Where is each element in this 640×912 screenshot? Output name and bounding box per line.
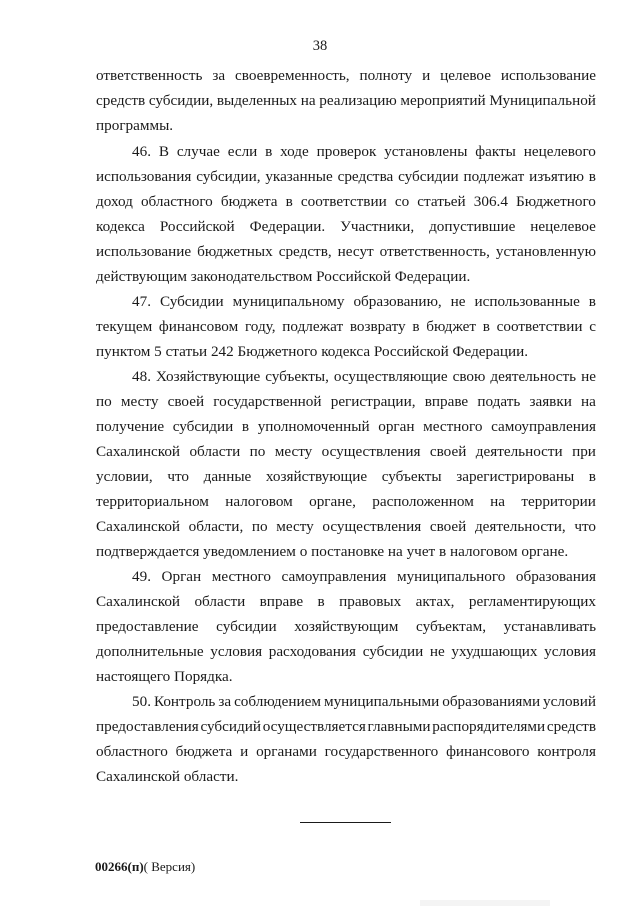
word: кодекса — [96, 218, 145, 235]
word: ответственность — [96, 67, 203, 84]
text-line — [96, 444, 596, 459]
word: в — [285, 193, 293, 210]
page-number: 38 — [312, 38, 328, 54]
word: статьей — [417, 193, 466, 210]
text-line — [96, 394, 596, 409]
text-line: настоящего Порядка. — [96, 668, 233, 685]
word: предоставление — [96, 618, 199, 635]
word: ходе — [280, 143, 309, 160]
word: областного — [140, 193, 213, 210]
word: осуществляющие — [333, 368, 448, 385]
word: субсидии, — [196, 168, 261, 185]
word: полноту — [359, 67, 413, 84]
word: деятельность — [490, 368, 577, 385]
word: на — [490, 493, 506, 510]
word: осуществления — [322, 518, 422, 535]
word: использованные — [474, 293, 580, 310]
word: Сахалинской — [96, 443, 181, 460]
word: условий — [543, 693, 596, 710]
word: своей — [167, 393, 205, 410]
word: регистрации, — [330, 393, 416, 410]
word: государственного — [324, 743, 439, 760]
word: расположенном — [372, 493, 474, 510]
word: орган — [378, 418, 415, 435]
word: субсидий — [200, 718, 262, 735]
word: бюджет — [426, 318, 476, 335]
word: устанавливать — [503, 618, 596, 635]
word: изъятию — [529, 168, 584, 185]
word: 49. — [132, 568, 151, 585]
word: субъектам, — [416, 618, 487, 635]
word: 48. — [132, 368, 151, 385]
word: использование — [96, 243, 192, 260]
word: ухудшающих — [451, 643, 538, 660]
text-line: Сахалинской области. — [96, 768, 239, 785]
word: нецелевое — [530, 218, 596, 235]
word: в — [317, 593, 325, 610]
word: условия — [210, 643, 263, 660]
word: своей — [429, 518, 467, 535]
word: в — [588, 293, 596, 310]
word: регламентирующих — [468, 593, 596, 610]
word: Сахалинской — [96, 518, 181, 535]
word: субсидии — [172, 418, 234, 435]
word: органе, — [309, 493, 356, 510]
text-line — [96, 194, 596, 209]
text-line — [96, 644, 596, 659]
word: налоговом — [225, 493, 293, 510]
text-line — [96, 594, 596, 609]
text-line — [96, 93, 596, 108]
word: области — [189, 443, 241, 460]
word: доход — [96, 193, 133, 210]
word: местного — [423, 418, 483, 435]
text-line — [96, 719, 596, 734]
word: бюджета — [220, 193, 278, 210]
word: использования — [96, 168, 192, 185]
word: в — [588, 468, 596, 485]
word: бюджета — [175, 743, 233, 760]
word: областного — [96, 743, 168, 760]
word: текущем — [96, 318, 153, 335]
word: при — [572, 443, 596, 460]
text-line — [132, 144, 596, 159]
word: области — [194, 593, 246, 610]
word: в — [588, 168, 596, 185]
word: Участники, — [340, 218, 415, 235]
word: образованию, — [353, 293, 442, 310]
word: деятельности — [475, 443, 563, 460]
word: Российской — [159, 218, 235, 235]
word: 47. — [132, 293, 151, 310]
text-line — [96, 744, 596, 759]
word: на — [300, 92, 316, 109]
word: за — [212, 67, 226, 84]
word: В — [158, 143, 169, 160]
text-line — [96, 494, 596, 509]
word: вправе — [259, 593, 304, 610]
text-line: пунктом 5 статьи 242 Бюджетного кодекса Российской Федерации. — [96, 343, 529, 360]
word: вправе — [424, 393, 469, 410]
word: образования — [515, 568, 596, 585]
word: Сахалинской — [96, 593, 181, 610]
word: факты — [475, 143, 516, 160]
word: в — [412, 318, 420, 335]
word: уполномоченный — [257, 418, 370, 435]
word: установлены — [384, 143, 468, 160]
word: не — [450, 293, 466, 310]
word: деятельности, — [474, 518, 566, 535]
word: не — [429, 643, 445, 660]
word: на — [581, 393, 596, 410]
text-line — [96, 219, 596, 234]
word: самоуправления — [281, 568, 387, 585]
word: месту — [120, 393, 159, 410]
word: главными — [367, 718, 431, 735]
word: если — [227, 143, 258, 160]
word: финансового — [446, 743, 530, 760]
word: в — [241, 418, 250, 435]
word: самоуправления — [491, 418, 596, 435]
word: территории — [521, 493, 596, 510]
word: ответственность, — [379, 243, 490, 260]
word: подлежат — [463, 168, 525, 185]
text-line — [132, 694, 596, 709]
word: хозяйствующим — [294, 618, 399, 635]
word: реализацию — [319, 92, 397, 109]
word: подлежат — [282, 318, 344, 335]
word: заявки — [529, 393, 572, 410]
word: 306.4 — [473, 193, 508, 210]
word: субсидии, — [148, 92, 214, 109]
word: Хозяйствующие — [155, 368, 261, 385]
word: целевое — [440, 67, 491, 84]
word: месту — [276, 518, 314, 535]
word: по — [251, 518, 268, 535]
word: Бюджетного — [516, 193, 596, 210]
word: дополнительные — [96, 643, 204, 660]
word: 50. — [132, 693, 151, 710]
document-code — [95, 859, 195, 875]
word: соблюдением — [234, 693, 321, 710]
word: соответствии — [300, 193, 387, 210]
word: своевременность, — [235, 67, 350, 84]
document-code-version: ( Версия) — [143, 859, 196, 874]
word: актах, — [415, 593, 455, 610]
word: мероприятий — [400, 92, 486, 109]
word: и — [422, 67, 431, 84]
word: по — [249, 443, 266, 460]
text-line — [96, 419, 596, 434]
word: финансовом — [158, 318, 239, 335]
word: зарегистрированы — [456, 468, 575, 485]
scan-artifact — [420, 900, 550, 906]
text-line: действующим законодательством Российской Федерации. — [96, 268, 471, 285]
end-divider — [300, 822, 391, 823]
word: указанные — [265, 168, 333, 185]
word: хозяйствующие — [265, 468, 368, 485]
word: подать — [477, 393, 521, 410]
word: правовых — [339, 593, 402, 610]
word: органами — [256, 743, 317, 760]
text-line: подтверждается уведомлением о постановке на учет в налоговом органе. — [96, 543, 569, 560]
word: муниципальными — [323, 693, 440, 710]
word: году, — [244, 318, 276, 335]
word: бюджетных — [197, 243, 273, 260]
word: условии, — [96, 468, 153, 485]
word: нецелевого — [523, 143, 596, 160]
word: 46. — [132, 143, 151, 160]
word: и — [240, 743, 249, 760]
word: установленную — [495, 243, 596, 260]
word: данные — [203, 468, 252, 485]
word: случае — [176, 143, 220, 160]
word: возврату — [349, 318, 406, 335]
word: месту — [274, 443, 313, 460]
word: со — [394, 193, 410, 210]
word: свою — [452, 368, 486, 385]
word: не — [581, 368, 596, 385]
word: распорядителями — [432, 718, 546, 735]
word: муниципальному — [232, 293, 345, 310]
word: области, — [188, 518, 244, 535]
word: субъекты, — [265, 368, 329, 385]
word: по — [96, 393, 112, 410]
word: осуществления — [321, 443, 421, 460]
word: контроля — [537, 743, 596, 760]
word: что — [167, 468, 189, 485]
word: средств — [96, 92, 146, 109]
word: с — [589, 318, 596, 335]
word: что — [574, 518, 596, 535]
text-line — [96, 319, 596, 334]
word: средств — [546, 718, 596, 735]
word: Субсидии — [159, 293, 224, 310]
word: Муниципальной — [489, 92, 596, 109]
text-line — [96, 169, 596, 184]
word: несут — [337, 243, 374, 260]
word: субсидии — [398, 168, 459, 185]
word: государственной — [213, 393, 322, 410]
text-line — [132, 369, 596, 384]
word: субсидии — [216, 618, 277, 635]
word: территориальном — [96, 493, 209, 510]
word: образованиями — [442, 693, 541, 710]
word: использование — [500, 67, 596, 84]
word: осуществляется — [262, 718, 366, 735]
word: выделенных — [216, 92, 298, 109]
word: Орган — [161, 568, 202, 585]
document-code-number: 00266(п) — [95, 859, 144, 874]
word: допустившие — [429, 218, 516, 235]
text-line — [96, 244, 596, 259]
text-line — [96, 519, 596, 534]
word: расходования — [268, 643, 357, 660]
word: за — [218, 693, 232, 710]
word: предоставления — [96, 718, 199, 735]
word: средства — [337, 168, 394, 185]
text-line — [96, 469, 596, 484]
word: в — [265, 143, 273, 160]
word: субъекты — [381, 468, 442, 485]
word: получение — [96, 418, 165, 435]
word: муниципального — [396, 568, 506, 585]
text-line: программы. — [96, 117, 174, 134]
text-line — [96, 619, 596, 634]
word: Федерации. — [249, 218, 326, 235]
word: Контроль — [153, 693, 216, 710]
word: своей — [429, 443, 467, 460]
text-line — [96, 68, 596, 83]
text-line — [132, 294, 596, 309]
word: местного — [211, 568, 271, 585]
word: субсидии — [362, 643, 424, 660]
word: условия — [544, 643, 596, 660]
text-line — [132, 569, 596, 584]
word: в — [482, 318, 490, 335]
word: соответствии — [496, 318, 583, 335]
word: проверок — [316, 143, 377, 160]
word: средств, — [278, 243, 332, 260]
